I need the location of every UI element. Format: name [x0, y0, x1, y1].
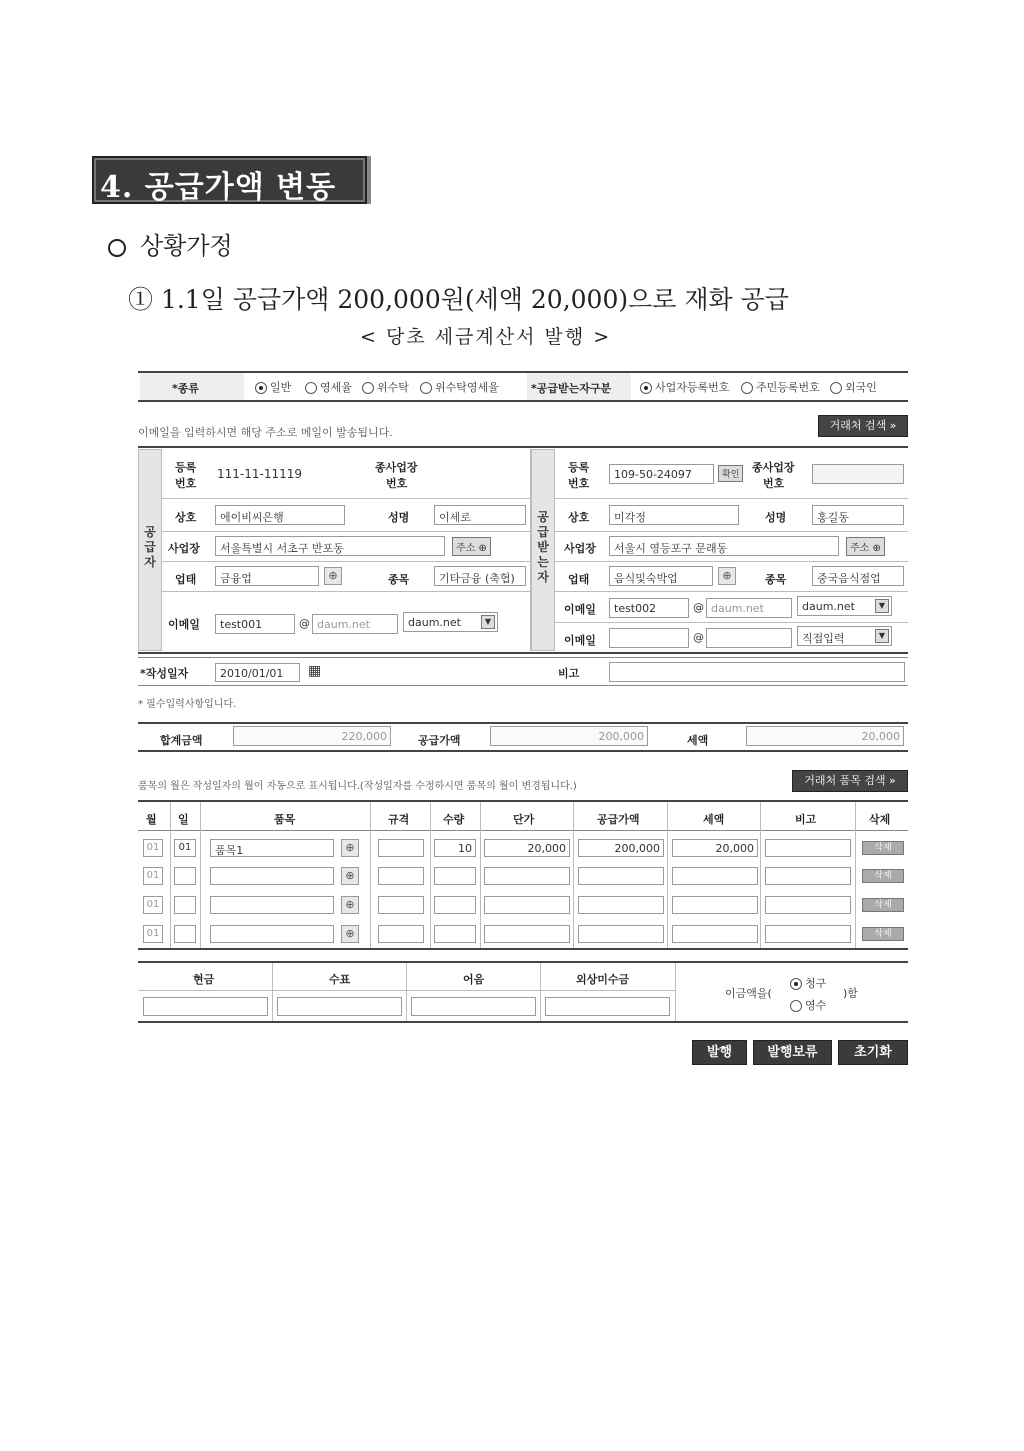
note-label: 비고 — [558, 667, 580, 680]
note-input[interactable] — [765, 867, 851, 885]
heading-accent-bar — [367, 156, 371, 204]
item-input[interactable]: 품목1 — [210, 839, 334, 857]
chevron-down-icon: ▼ — [875, 629, 889, 643]
day-input[interactable]: 01 — [174, 839, 196, 857]
form-caption: < 당초 세금계산서 발행 > — [360, 326, 612, 348]
supply-label: 공급가액 — [418, 734, 461, 747]
radio-icon — [305, 382, 317, 394]
item-search-icon[interactable]: ⊕ — [341, 839, 359, 857]
col-supply: 공급가액 — [597, 813, 640, 826]
receiver-confirm-button[interactable]: 확인 — [718, 465, 743, 482]
supplier-side-label: 공급자 — [138, 449, 162, 651]
supplier-reg-label-2: 번호 — [175, 477, 197, 490]
col-delete: 삭제 — [869, 813, 891, 826]
type-option-general[interactable]: 일반 — [255, 379, 291, 395]
receiver-reg-label-2: 번호 — [568, 477, 590, 490]
delete-button[interactable]: 삭제 — [862, 898, 904, 912]
day-input[interactable] — [174, 867, 196, 885]
receiver-email2-at: @ — [693, 631, 704, 644]
receiver-email-label: 이메일 — [564, 603, 596, 616]
receiver-email2-label: 이메일 — [564, 634, 596, 647]
receiver-email-id-input[interactable]: test002 — [609, 598, 689, 618]
item-search-icon[interactable]: ⊕ — [341, 925, 359, 943]
supplier-branch-label-2: 번호 — [386, 477, 408, 490]
supplier-email-select[interactable]: daum.net — [403, 612, 498, 632]
tax-input[interactable] — [672, 925, 758, 943]
recv-type-resident[interactable]: 주민등록번호 — [741, 379, 820, 395]
section-heading-text: 4. 공급가액 변동 — [100, 170, 337, 205]
reset-button[interactable]: 초기화 — [838, 1040, 908, 1065]
partner-search-button[interactable]: 거래처 검색 » — [818, 415, 908, 437]
radio-icon — [790, 1000, 802, 1012]
item-search-icon[interactable]: ⊕ — [341, 896, 359, 914]
total-value: 220,000 — [233, 726, 391, 746]
search-icon: ⊕ — [478, 543, 487, 554]
radio-icon — [420, 382, 432, 394]
tax-label: 세액 — [687, 734, 709, 747]
supply-input[interactable] — [578, 867, 664, 885]
calendar-icon[interactable]: ▦ — [308, 663, 322, 679]
col-month: 월 — [146, 813, 157, 826]
bullet-circle-icon — [108, 239, 126, 257]
supplier-bizitem-label: 종목 — [388, 573, 410, 586]
tax-input[interactable] — [672, 896, 758, 914]
qty-input[interactable]: 10 — [434, 839, 476, 857]
type-option-consign[interactable]: 위수탁 — [362, 379, 409, 395]
receiver-address-button[interactable]: 주소 ⊕ — [846, 537, 885, 556]
receiver-side-label: 공급받는자 — [531, 449, 555, 651]
section-heading — [92, 156, 367, 204]
supplier-name-input[interactable]: 이세로 — [434, 505, 526, 525]
note-input[interactable] — [765, 925, 851, 943]
type-option-zero-rate[interactable]: 영세율 — [305, 379, 352, 395]
col-item: 품목 — [274, 813, 296, 826]
pay-credit-label: 외상미수금 — [576, 973, 630, 986]
pay-bill-input[interactable] — [411, 997, 536, 1016]
receiver-email-at: @ — [693, 601, 704, 614]
delete-button[interactable]: 삭제 — [862, 841, 904, 855]
receiver-biztype-input[interactable]: 음식및숙박업 — [609, 566, 713, 586]
delete-button[interactable]: 삭제 — [862, 869, 904, 883]
total-label: 합계금액 — [160, 734, 203, 747]
month-input[interactable]: 01 — [143, 867, 163, 885]
receiver-company-input[interactable]: 미각정 — [609, 505, 739, 525]
supplier-address-button[interactable]: 주소 ⊕ — [452, 537, 491, 556]
spec-input[interactable] — [378, 896, 424, 914]
tax-input[interactable] — [672, 867, 758, 885]
chevron-down-icon: ▼ — [875, 599, 889, 613]
supplier-email-label: 이메일 — [168, 618, 200, 631]
receiver-address-label: 사업장 — [564, 542, 596, 555]
note-input[interactable] — [765, 896, 851, 914]
receiver-branch-input[interactable] — [812, 464, 904, 484]
qty-input[interactable] — [434, 925, 476, 943]
recv-type-business[interactable]: 사업자등록번호 — [640, 379, 729, 395]
radio-checked-icon — [640, 382, 652, 394]
radio-checked-icon — [255, 382, 267, 394]
amount-suffix: )함 — [843, 987, 858, 1000]
chevron-down-icon: ▼ — [481, 615, 495, 629]
item-search-icon[interactable]: ⊕ — [341, 867, 359, 885]
tax-input[interactable]: 20,000 — [672, 839, 758, 857]
item-search-button[interactable]: 거래처 품목 검색 » — [792, 770, 908, 792]
radio-icon — [741, 382, 753, 394]
tax-value: 20,000 — [746, 726, 904, 746]
supplier-email-id-input[interactable]: test001 — [215, 614, 295, 634]
receiver-email-select[interactable]: daum.net — [797, 596, 892, 616]
supply-input[interactable] — [578, 925, 664, 943]
pay-bill-label: 어음 — [463, 973, 485, 986]
receiver-biztype-label: 업태 — [568, 573, 590, 586]
receiver-email2-select[interactable]: 직접입력 — [797, 626, 892, 646]
receipt-option[interactable]: 영수 — [790, 997, 826, 1013]
price-input[interactable]: 20,000 — [484, 839, 570, 857]
supplier-reg-label-1: 등록 — [175, 461, 197, 474]
supply-input[interactable] — [578, 896, 664, 914]
supplier-bizitem-input[interactable]: 기타금융 (축협) — [434, 566, 526, 586]
type-option-consign-zero[interactable]: 위수탁영세율 — [420, 379, 499, 395]
receiver-branch-label-2: 번호 — [763, 477, 785, 490]
supply-input[interactable]: 200,000 — [578, 839, 664, 857]
month-input[interactable]: 01 — [143, 839, 163, 857]
pay-check-label: 수표 — [329, 973, 351, 986]
day-input[interactable] — [174, 896, 196, 914]
receiver-biztype-search-icon[interactable]: ⊕ — [718, 567, 736, 585]
email-notice: 이메일을 입력하시면 해당 주소로 메일이 발송됩니다. — [138, 426, 393, 439]
receiver-name-input[interactable]: 홍길동 — [812, 505, 904, 525]
supplier-email-at: @ — [299, 617, 310, 630]
step-text: ① 1.1일 공급가액 200,000원(세액 20,000)으로 재화 공급 — [128, 285, 789, 314]
pay-cash-label: 현금 — [193, 973, 215, 986]
radio-icon — [830, 382, 842, 394]
supplier-biztype-label: 업태 — [175, 573, 197, 586]
col-day: 일 — [178, 813, 189, 826]
item-input[interactable] — [210, 925, 334, 943]
receiver-reg-label-1: 등록 — [568, 461, 590, 474]
delete-button[interactable]: 삭제 — [862, 927, 904, 941]
recv-type-foreigner[interactable]: 외국인 — [830, 379, 877, 395]
pay-check-input[interactable] — [277, 997, 402, 1016]
spec-input[interactable] — [378, 867, 424, 885]
receiver-bizitem-input[interactable]: 중국음식점업 — [812, 566, 904, 586]
situation-text: 상황가정 — [140, 232, 233, 260]
item-input[interactable] — [210, 867, 334, 885]
price-input[interactable] — [484, 867, 570, 885]
required-notice: * 필수입력사항입니다. — [138, 699, 237, 710]
search-icon: ⊕ — [872, 543, 881, 554]
receiver-bizitem-label: 종목 — [765, 573, 787, 586]
spec-input[interactable] — [378, 839, 424, 857]
receiver-email2-domain-input[interactable] — [706, 628, 792, 648]
day-input[interactable] — [174, 925, 196, 943]
radio-checked-icon — [790, 978, 802, 990]
receiver-branch-label-1: 종사업장 — [752, 461, 795, 474]
note-input[interactable] — [609, 662, 905, 682]
qty-input[interactable] — [434, 867, 476, 885]
receiver-name-label: 성명 — [765, 511, 787, 524]
issue-button[interactable]: 발행 — [692, 1040, 747, 1065]
items-notice: 품목의 월은 작성일자의 월이 자동으로 표시됩니다.(작성일자를 수정하시면 품목의 월이 변경됩니다.) — [138, 781, 577, 792]
col-note: 비고 — [795, 813, 817, 826]
supply-value: 200,000 — [490, 726, 648, 746]
supplier-biztype-search-icon[interactable]: ⊕ — [324, 567, 342, 585]
qty-input[interactable] — [434, 896, 476, 914]
claim-option[interactable]: 청구 — [790, 975, 826, 991]
price-input[interactable] — [484, 925, 570, 943]
supplier-address-input[interactable]: 서울특별시 서초구 반포동 — [215, 536, 445, 556]
spec-input[interactable] — [378, 925, 424, 943]
receiver-address-input[interactable]: 서울시 영등포구 문래동 — [609, 536, 839, 556]
supplier-company-label: 상호 — [175, 511, 197, 524]
supplier-reg-no: 111-11-11119 — [217, 467, 303, 481]
supplier-address-label: 사업장 — [168, 542, 200, 555]
col-qty: 수량 — [443, 813, 465, 826]
supplier-name-label: 성명 — [388, 511, 410, 524]
receiver-email-domain-input[interactable]: daum.net — [706, 598, 792, 618]
amount-prefix: 이금액을( — [725, 987, 772, 1000]
pay-credit-input[interactable] — [545, 997, 670, 1016]
supplier-company-input[interactable]: 에이비씨은행 — [215, 505, 345, 525]
supplier-email-domain-input[interactable]: daum.net — [312, 614, 398, 634]
note-input[interactable] — [765, 839, 851, 857]
receiver-company-label: 상호 — [568, 511, 590, 524]
receiver-reg-no-input[interactable]: 109-50-24097 — [609, 464, 714, 484]
supplier-biztype-input[interactable]: 금융업 — [215, 566, 319, 586]
month-input[interactable]: 01 — [143, 925, 163, 943]
recv-type-label: *공급받는자구분 — [531, 382, 612, 395]
col-tax: 세액 — [703, 813, 725, 826]
type-label: *종류 — [172, 382, 200, 395]
receiver-email2-id-input[interactable] — [609, 628, 689, 648]
date-label: *작성일자 — [140, 667, 189, 680]
radio-icon — [362, 382, 374, 394]
situation-line — [108, 226, 233, 261]
month-input[interactable]: 01 — [143, 896, 163, 914]
supplier-branch-label-1: 종사업장 — [375, 461, 418, 474]
pay-cash-input[interactable] — [143, 997, 268, 1016]
hold-button[interactable]: 발행보류 — [753, 1040, 832, 1065]
price-input[interactable] — [484, 896, 570, 914]
date-input[interactable]: 2010/01/01 — [215, 663, 300, 682]
col-spec: 규격 — [388, 813, 410, 826]
col-price: 단가 — [513, 813, 535, 826]
item-input[interactable] — [210, 896, 334, 914]
